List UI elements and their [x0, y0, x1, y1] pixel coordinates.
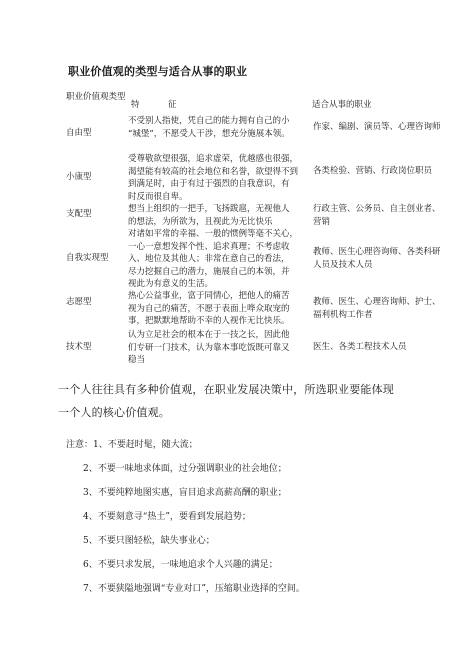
trait-line: 的想法，为所欲为，且视此为无比快乐 [128, 216, 273, 227]
table-row-dominant-career: 行政主管、公务员、自主创业者、营销 [313, 204, 441, 227]
table-header-type: 职业价值观类型 [66, 92, 126, 102]
table-row-technical-trait [128, 329, 310, 367]
notes-item: 6、不要只求发展，一味地追求个人兴趣的满足； [83, 560, 278, 570]
summary-paragraph-line: 一个人的核心价值观。 [58, 406, 170, 419]
table-row-technical-career: 医生、各类工程技术人员 [313, 342, 407, 352]
table-row-wellbeing-trait [128, 153, 310, 203]
summary-paragraph-line: 一个人往往具有多种价值观，在职业发展决策中，所选职业要能体现 [58, 383, 394, 396]
trait-line: 视为自己的痛苦，不愿于表面上哗众取宠的 [128, 303, 290, 314]
trait-line: 认为立足社会的根本在于一技之长，因此他 [128, 330, 290, 340]
trait-line: “城堡”，不愿受人干涉，想充分施展本领。 [128, 128, 290, 139]
table-row-free-trait [128, 115, 310, 140]
trait-line: 们专研一门技术，认为靠本事吃饭既可靠又 [128, 342, 290, 353]
notes-item: 4、不要刻意寻“热土”，要看到发展趋势； [83, 512, 251, 522]
notes-item: 7、不要狭隘地强调“专业对口”，压缩职业选择的空间。 [83, 584, 305, 594]
trait-line: 稳当 [128, 355, 146, 365]
table-row-volunteer-type: 志愿型 [66, 297, 92, 307]
trait-line: 不受别人指使，凭自己的能力拥有自己的小 [128, 116, 290, 126]
trait-line: 事，把默默地帮助不幸的人视作无比快乐。 [128, 316, 290, 326]
table-row-dominant-trait [128, 203, 310, 228]
trait-line: 一心一意想发挥个性、追求真理；不考虑收 [128, 241, 290, 252]
table-row-self-actualize-trait [128, 228, 310, 291]
table-row-free-career: 作家、编剧、演员等、心理咨询师 [313, 122, 441, 132]
trait-line: 想当上组织的一把手，飞扬跋扈，无视他人 [128, 204, 290, 214]
trait-line: 热心公益事业，富于同情心，把他人的痛苦 [128, 291, 290, 301]
table-row-technical-type: 技术型 [66, 342, 92, 352]
trait-line: 对诸如平常的幸福、一般的惯例等毫不关心， [128, 229, 299, 239]
notes-item: 2、不要一味地求体面，过分强调职业的社会地位； [83, 464, 287, 474]
table-header-career: 适合从事的职业 [312, 100, 372, 110]
notes-item: 3、不要纯粹地图实惠，盲目追求高薪高酬的职业； [83, 488, 287, 498]
trait-line: 视此为有意义的生活。 [128, 279, 214, 289]
table-row-self-actualize-career: 教师、医生心理咨询师、各类科研人员及技术人员 [313, 247, 441, 270]
trait-line: 入、地位及其他人；非常在意自己的看法， [128, 254, 290, 264]
trait-line: 到满足时，由于有过于强烈的自我意识，有 [128, 179, 290, 189]
table-row-free-type: 自由型 [66, 128, 92, 138]
notes-item: 5、不要只图轻松，缺失事业心； [83, 536, 215, 546]
table-row-volunteer-career: 教师、医生、心理咨询师、护士、福利机构工作者 [313, 297, 441, 320]
document-title: 职业价值观的类型与适合从事的职业 [68, 65, 248, 78]
table-row-self-actualize-type: 自我实现型 [66, 253, 109, 263]
trait-line: 时反而很自卑。 [128, 191, 188, 202]
table-row-dominant-type: 支配型 [66, 209, 92, 219]
trait-line: 渴望能有较高的社会地位和名誉，欲望得不到 [128, 166, 299, 177]
table-row-volunteer-trait [128, 290, 310, 328]
trait-line: 尽力挖掘自己的潜力，施展自己的本领，并 [128, 266, 290, 277]
table-row-wellbeing-career: 各类检验、营销、行政岗位职员 [313, 166, 433, 176]
table-header-trait-a: 特 [131, 100, 140, 110]
notes-intro: 注意：1、不要赶时髦，随大流； [66, 440, 198, 450]
table-header-trait-b: 征 [168, 100, 177, 110]
trait-line: 受尊敬欲望很强，追求虚荣，优越感也很强， [128, 154, 299, 164]
table-row-wellbeing-type: 小康型 [66, 172, 92, 182]
